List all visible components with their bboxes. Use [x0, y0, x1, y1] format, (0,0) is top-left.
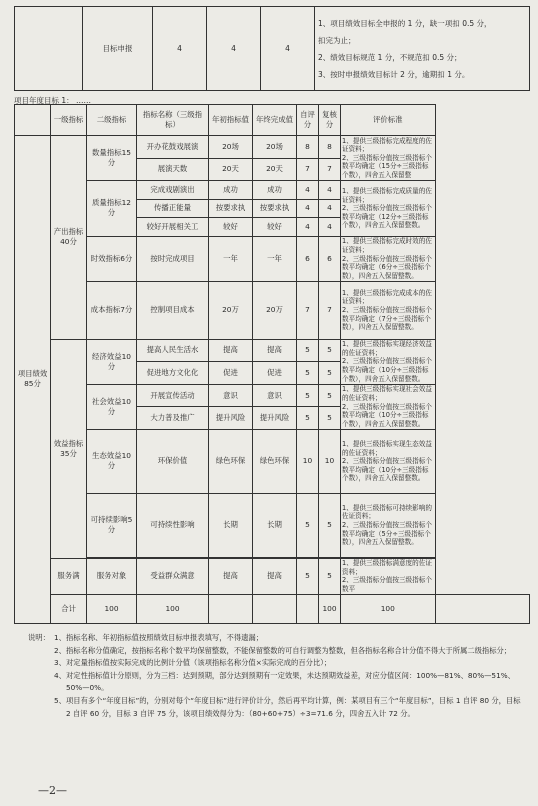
note-item: 5、 项目有多个“年度目标”的，分别对每个“年度目标”进行评价计分，然后再平均计算，例：某项目有三个“年度目标”，目标 1 自评 80 分，目标 2 自评 60 分，目标 3 自评 75 分，该项目绩效得分为：（80+60+75）÷3=71.6 分，四舍五入计 72 分。 — [54, 695, 521, 718]
self-score: 10 — [297, 429, 319, 493]
indicator-name: 提高人民生活水 — [137, 339, 209, 362]
notes-section — [28, 632, 526, 720]
initial-value: 意识 — [209, 384, 253, 407]
total-self-score: 100 — [319, 595, 341, 624]
score-cell: 4 — [207, 7, 261, 91]
annual-target-heading: 项目年度目标 1： …… — [14, 96, 92, 105]
header-self-score: 自评分 — [297, 105, 319, 136]
total-final: 100 — [137, 595, 209, 624]
final-value: 20天 — [253, 158, 297, 181]
cost-indicators-label: 成本指标7分 — [87, 281, 137, 339]
review-score: 5 — [319, 407, 341, 430]
rule-line: 3、按时申报绩效目标计 2 分，逾期扣 1 分。 — [318, 69, 470, 79]
blank-header — [15, 105, 51, 136]
rule-line: 1、项目绩效目标全申报的 1 分，缺一项扣 0.5 分， — [318, 18, 492, 28]
review-score: 4 — [319, 218, 341, 237]
indicator-name: 开办花鼓戏展演 — [137, 135, 209, 158]
note-item: 说明： 1、 指标名称、年初指标值按照绩效目标申报表填写，不得遗漏； — [28, 632, 526, 645]
header-l3: 指标名称（三级指标） — [137, 105, 209, 136]
final-value: 一年 — [253, 236, 297, 281]
final-value: 提高 — [253, 339, 297, 362]
final-value: 较好 — [253, 218, 297, 237]
criteria-quantity: 1、提供三级指标完成程度的佐证资料； 2、三级指标分值按三级指标个数平均确定（15分÷三级指标个数），四舍五入保留整 — [341, 135, 436, 180]
declaration-rules — [315, 7, 530, 91]
header-initial: 年初指标值 — [209, 105, 253, 136]
self-score: 4 — [297, 218, 319, 237]
score-cell: 4 — [153, 7, 207, 91]
final-value: 长期 — [253, 493, 297, 557]
blank-cell — [297, 595, 319, 624]
final-value: 提高 — [253, 558, 297, 594]
final-value: 成功 — [253, 181, 297, 200]
blank-cell — [15, 7, 83, 91]
quantity-indicators-label: 数量指标15分 — [87, 135, 137, 180]
review-score: 5 — [319, 558, 341, 594]
review-score: 10 — [319, 429, 341, 493]
indicator-name: 较好开展相关工 — [137, 218, 209, 237]
social-benefit-label: 社会效益10分 — [87, 384, 137, 429]
indicator-name: 可持续性影响 — [137, 493, 209, 557]
initial-value: 长期 — [209, 493, 253, 557]
self-score: 5 — [297, 558, 319, 594]
review-score: 5 — [319, 384, 341, 407]
review-score: 5 — [319, 362, 341, 385]
review-score: 5 — [319, 493, 341, 557]
header-review-score: 复核分 — [319, 105, 341, 136]
initial-value: 20场 — [209, 135, 253, 158]
self-score: 6 — [297, 236, 319, 281]
note-item: 3、 对定量指标值按实际完成的比例计分值（该项指标名称分值×实际完成的百分比）； — [54, 658, 332, 668]
initial-value: 20天 — [209, 158, 253, 181]
self-score: 5 — [297, 362, 319, 385]
final-value: 促进 — [253, 362, 297, 385]
initial-value: 提高 — [209, 339, 253, 362]
self-score: 8 — [297, 135, 319, 158]
indicator-name: 受益群众满意 — [137, 558, 209, 594]
indicator-name: 按时完成项目 — [137, 236, 209, 281]
criteria-timeliness: 1、提供三级指标完成时效的佐证资料； 2、三级指标分值按三级指标个数平均确定（6分÷三级指标个数），四舍五入保留整数。 — [341, 236, 436, 281]
quality-indicators-label: 质量指标12分 — [87, 181, 137, 237]
indicator-name: 开展宣传活动 — [137, 384, 209, 407]
final-value: 20场 — [253, 135, 297, 158]
criteria-economic: 1、提供三级指标实现经济效益的佐证资料； 2、三级指标分值按三级指标个数平均确定（10分÷三级指标个数），四舍五入保留整数。 — [341, 339, 436, 384]
indicator-name: 展演天数 — [137, 158, 209, 181]
initial-value: 一年 — [209, 236, 253, 281]
project-performance-label: 项目绩效85分 — [15, 135, 51, 623]
header-l2: 二级指标 — [87, 105, 137, 136]
self-score: 7 — [297, 158, 319, 181]
review-score: 7 — [319, 281, 341, 339]
rule-line: 扣完为止； — [318, 35, 356, 45]
header-l1: 一级指标 — [51, 105, 87, 136]
satisfaction-l2-label: 服务对象 — [87, 558, 137, 594]
initial-value: 较好 — [209, 218, 253, 237]
initial-value: 绿色环保 — [209, 429, 253, 493]
review-score: 4 — [319, 199, 341, 218]
note-item: 2、 指标名称分值确定，按指标名称个数平均保留整数，不能保留整数的可自行调整为整数，但各指标名称合计分值不得大于所属二级指标分； — [54, 645, 512, 655]
blank-cell — [435, 595, 530, 624]
final-value: 按要求执 — [253, 199, 297, 218]
initial-value: 促进 — [209, 362, 253, 385]
target-declaration-label: 目标申报 — [83, 7, 153, 91]
initial-value: 20万 — [209, 281, 253, 339]
initial-value: 提高 — [209, 558, 253, 594]
review-score: 6 — [319, 236, 341, 281]
total-review-score: 100 — [341, 595, 436, 624]
header-row — [15, 105, 530, 136]
self-score: 5 — [297, 339, 319, 362]
ecological-benefit-label: 生态效益10分 — [87, 429, 137, 493]
review-score: 4 — [319, 181, 341, 200]
review-score: 8 — [319, 135, 341, 158]
final-value: 提升风险 — [253, 407, 297, 430]
total-label: 合计 — [51, 595, 87, 624]
performance-table — [14, 104, 530, 624]
indicator-name: 控制项目成本 — [137, 281, 209, 339]
review-score: 7 — [319, 158, 341, 181]
review-score: 5 — [319, 339, 341, 362]
output-indicators-label: 产出指标40分 — [51, 135, 87, 339]
final-value: 绿色环保 — [253, 429, 297, 493]
note-item: 4、 对定性指标值计分原则，分为三档：达到预期，部分达到预期有一定效果，未达预期效益差，对应分值区间：100%—81%、80%—51%、50%—0%。 — [54, 670, 515, 693]
indicator-name: 传播正能量 — [137, 199, 209, 218]
final-value: 意识 — [253, 384, 297, 407]
benefit-indicators-label: 效益指标35分 — [51, 339, 87, 558]
self-score: 5 — [297, 493, 319, 557]
indicator-name: 完成戏剧演出 — [137, 181, 209, 200]
criteria-quality: 1、提供三级指标完成质量的佐证资料； 2、三级指标分值按三级指标个数平均确定（12分÷三级指标个数），四舍五入保留整数。 — [341, 181, 436, 237]
criteria-social: 1、提供三级指标实现社会效益的佐证资料； 2、三级指标分值按三级指标个数平均确定（10分÷三级指标个数），四舍五入保留整数。 — [341, 384, 436, 429]
header-criteria: 评价标准 — [341, 105, 436, 136]
criteria-ecological: 1、提供三级指标实现生态效益的佐证资料； 2、三级指标分值按三级指标个数平均确定（10分÷三级指标个数），四舍五入保留整数。 — [341, 429, 436, 493]
indicator-name: 促进地方文化化 — [137, 362, 209, 385]
indicator-name: 大力普及推广 — [137, 407, 209, 430]
final-value: 20万 — [253, 281, 297, 339]
initial-value: 按要求执 — [209, 199, 253, 218]
self-score: 7 — [297, 281, 319, 339]
timeliness-indicators-label: 时效指标6分 — [87, 236, 137, 281]
header-final: 年终完成值 — [253, 105, 297, 136]
score-cell: 4 — [261, 7, 315, 91]
target-declaration-table — [14, 6, 530, 91]
criteria-satisfaction: 1、提供三级指标满意度的佐证资料； 2、三级指标分值按三级指标个数平 — [341, 558, 436, 594]
sustainable-impact-label: 可持续影响5分 — [87, 493, 137, 557]
notes-label: 说明： — [28, 633, 50, 642]
rule-line: 2、绩效目标规范 1 分，不规范扣 0.5 分； — [318, 52, 462, 62]
blank-cell — [209, 595, 253, 624]
self-score: 5 — [297, 384, 319, 407]
indicator-name: 环保价值 — [137, 429, 209, 493]
self-score: 4 — [297, 199, 319, 218]
self-score: 4 — [297, 181, 319, 200]
page-number: —2— — [38, 784, 67, 797]
blank-cell — [253, 595, 297, 624]
criteria-cost: 1、提供三级指标完成成本的佐证资料； 2、三级指标分值按三级指标个数平均确定（7分÷三级指标个数），四舍五入保留整数。 — [341, 281, 436, 339]
initial-value: 提升风险 — [209, 407, 253, 430]
economic-benefit-label: 经济效益10分 — [87, 339, 137, 384]
initial-value: 成功 — [209, 181, 253, 200]
self-score: 5 — [297, 407, 319, 430]
satisfaction-l1-label: 服务满 — [51, 558, 87, 594]
total-initial: 100 — [87, 595, 137, 624]
criteria-sustainable: 1、提供三级指标可持续影响的佐证资料； 2、三级指标分值按三级指标个数平均确定（5分÷三级指标个数），四舍五入保留整数。 — [341, 493, 436, 557]
